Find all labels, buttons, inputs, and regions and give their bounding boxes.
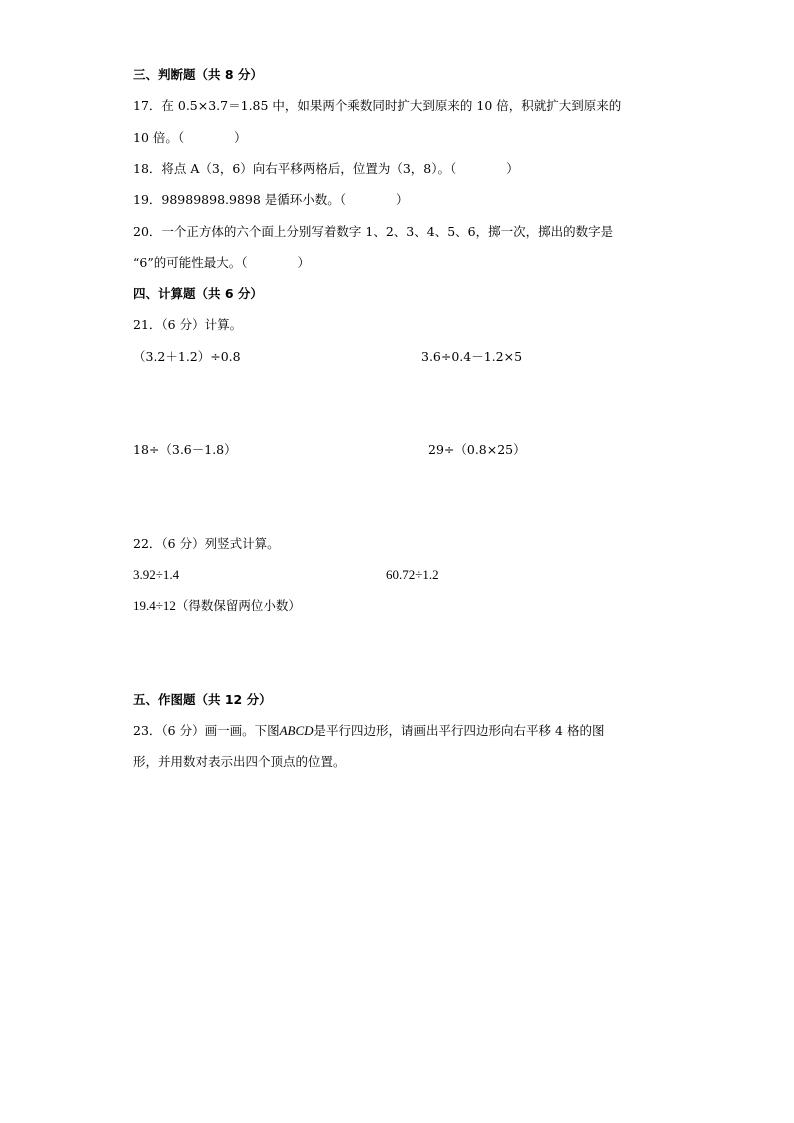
question-20-line-2: “6”的可能性最大。（ ）: [133, 255, 310, 270]
question-22-expression-2: 60.72÷1.2: [386, 567, 439, 582]
section-5-heading: 五、作图题（共 12 分）: [133, 692, 272, 707]
question-22-expression-1: 3.92÷1.4: [133, 567, 180, 582]
question-23-line-1: [133, 723, 604, 739]
section-4-heading: 四、计算题（共 6 分）: [133, 286, 263, 301]
question-19: 19．98989898.9898 是循环小数。（ ）: [133, 192, 409, 207]
question-23-variable-abcd: ABCD: [279, 723, 314, 738]
question-21-title: 21．（6 分）计算。: [133, 317, 243, 332]
question-23-line-1-suffix: 是平行四边形，请画出平行四边形向右平移 4 格的图: [313, 723, 605, 738]
question-23-line-1-prefix: 23．（6 分）画一画。下图: [133, 723, 280, 738]
question-21-expression-2: 3.6÷0.4－1.2×5: [421, 349, 523, 364]
question-22-expression-3-math: 19.4÷12: [133, 598, 176, 613]
question-22-expression-3: [133, 598, 301, 614]
question-17-line-1: 17．在 0.5×3.7＝1.85 中，如果两个乘数同时扩大到原来的 10 倍，积就扩大到原来的: [133, 98, 622, 113]
question-18: 18．将点 A（3，6）向右平移两格后，位置为（3，8）。（ ）: [133, 161, 519, 176]
question-20-line-1: 20．一个正方体的六个面上分别写着数字 1、2、3、4、5、6，掷一次，掷出的数字是: [133, 224, 614, 239]
question-21-expression-1: （3.2＋1.2）÷0.8: [133, 349, 241, 364]
question-17-line-2: 10 倍。（ ）: [133, 130, 247, 145]
question-22-title: 22．（6 分）列竖式计算。: [133, 536, 280, 551]
question-21-expression-4: 29÷（0.8×25）: [428, 442, 526, 457]
question-23-line-2: 形，并用数对表示出四个顶点的位置。: [133, 754, 346, 769]
section-3-heading: 三、判断题（共 8 分）: [133, 67, 263, 82]
question-21-expression-3: 18÷（3.6－1.8）: [133, 442, 237, 457]
question-22-expression-3-note: （得数保留两位小数）: [175, 598, 301, 613]
